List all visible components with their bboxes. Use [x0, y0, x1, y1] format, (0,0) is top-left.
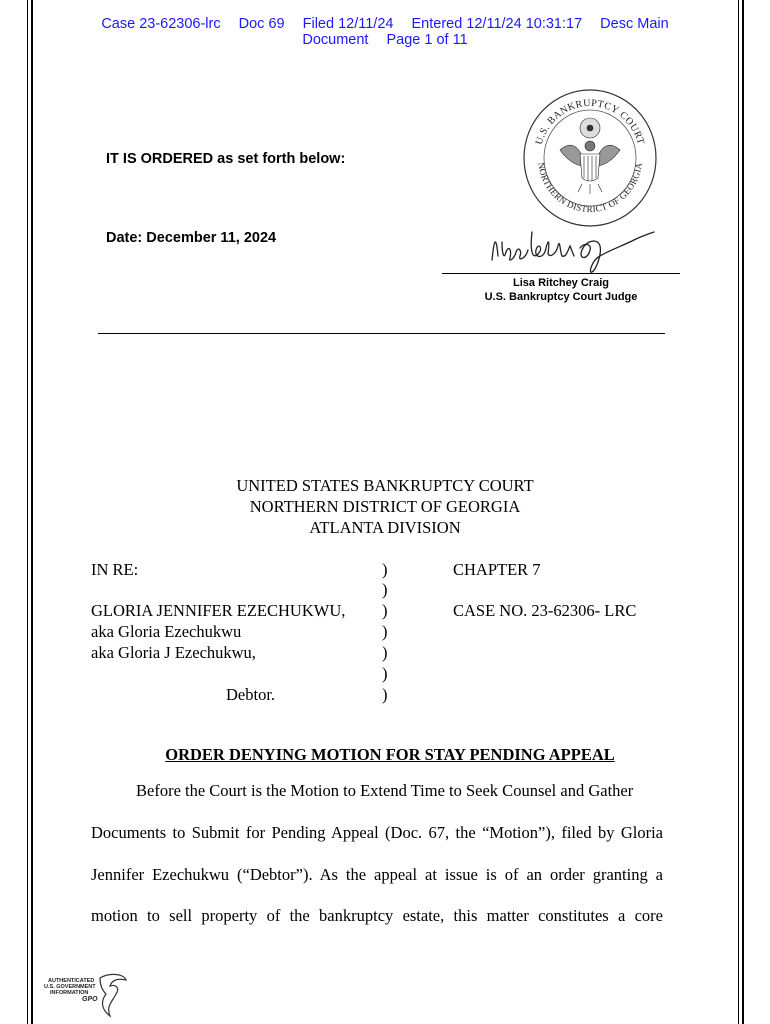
court-district: NORTHERN DISTRICT OF GEORGIA [249, 497, 521, 516]
left-border-line [31, 0, 33, 1024]
header-page: Page 1 of 11 [386, 32, 468, 48]
header-doc: Doc 69 [238, 16, 285, 32]
judge-title: U.S. Bankruptcy Court Judge [484, 291, 638, 303]
caption-aka-1: aka Gloria Ezechukwu [91, 622, 242, 641]
body-line-4: motion to sell property of the bankruptcy estate, this matter constitutes a core [91, 906, 663, 925]
caption-debtor-name: GLORIA JENNIFER EZECHUKWU, [91, 601, 346, 620]
order-title: ORDER DENYING MOTION FOR STAY PENDING APPEAL [165, 745, 615, 764]
body-line-3: Jennifer Ezechukwu (“Debtor”). As the appeal at issue is of an order granting a [91, 865, 663, 884]
filing-header-line2 [60, 32, 710, 48]
caption-aka-2: aka Gloria J Ezechukwu, [91, 643, 256, 662]
body-line-1: Before the Court is the Motion to Extend Time to Seek Counsel and Gather [136, 781, 634, 800]
caption-paren: ) [382, 685, 388, 704]
filing-header-line1 [60, 16, 710, 32]
gpo-line3: INFORMATION [50, 990, 89, 996]
body-line-2: Documents to Submit for Pending Appeal (Doc. 67, the “Motion”), filed by Gloria [91, 823, 663, 842]
court-seal-icon [518, 80, 660, 230]
gpo-line1: AUTHENTICATED [48, 978, 95, 984]
right-border-line [742, 0, 744, 1024]
seal-top-text: U.S. BANKRUPTCY COURT [533, 97, 647, 147]
header-filed: Filed 12/11/24 [302, 16, 394, 32]
gpo-line4: GPO [82, 996, 98, 1003]
ordered-statement: IT IS ORDERED as set forth below: [106, 151, 346, 167]
caption-paren: ) [382, 560, 388, 579]
judge-signature [488, 220, 658, 276]
caption-debtor-label: Debtor. [226, 685, 276, 704]
caption-paren: ) [382, 601, 388, 620]
court-division: ATLANTA DIVISION [309, 518, 461, 537]
eagle-icon [96, 972, 130, 1018]
header-entered: Entered 12/11/24 10:31:17 [411, 16, 583, 32]
signature-line [442, 273, 680, 274]
caption-in-re: IN RE: [91, 560, 139, 579]
gpo-authentication-logo [44, 972, 130, 1018]
caption-paren: ) [382, 622, 388, 641]
header-divider [98, 333, 665, 334]
caption-paren: ) [382, 580, 388, 599]
caption-paren: ) [382, 664, 388, 683]
left-border-line [27, 0, 28, 1024]
header-desc: Desc Main [600, 16, 669, 32]
order-date: Date: December 11, 2024 [106, 230, 277, 246]
gpo-line2: U.S. GOVERNMENT [44, 984, 96, 990]
judge-name: Lisa Ritchey Craig [513, 277, 609, 289]
caption-case-number: CASE NO. 23-62306- LRC [453, 601, 637, 620]
caption-paren: ) [382, 643, 388, 662]
seal-bottom-text: NORTHERN DISTRICT OF GEORGIA [536, 161, 644, 215]
header-case: Case 23-62306-lrc [101, 16, 221, 32]
header-document: Document [302, 32, 369, 48]
court-name: UNITED STATES BANKRUPTCY COURT [236, 476, 534, 495]
caption-chapter: CHAPTER 7 [453, 560, 541, 579]
right-border-line [738, 0, 739, 1024]
